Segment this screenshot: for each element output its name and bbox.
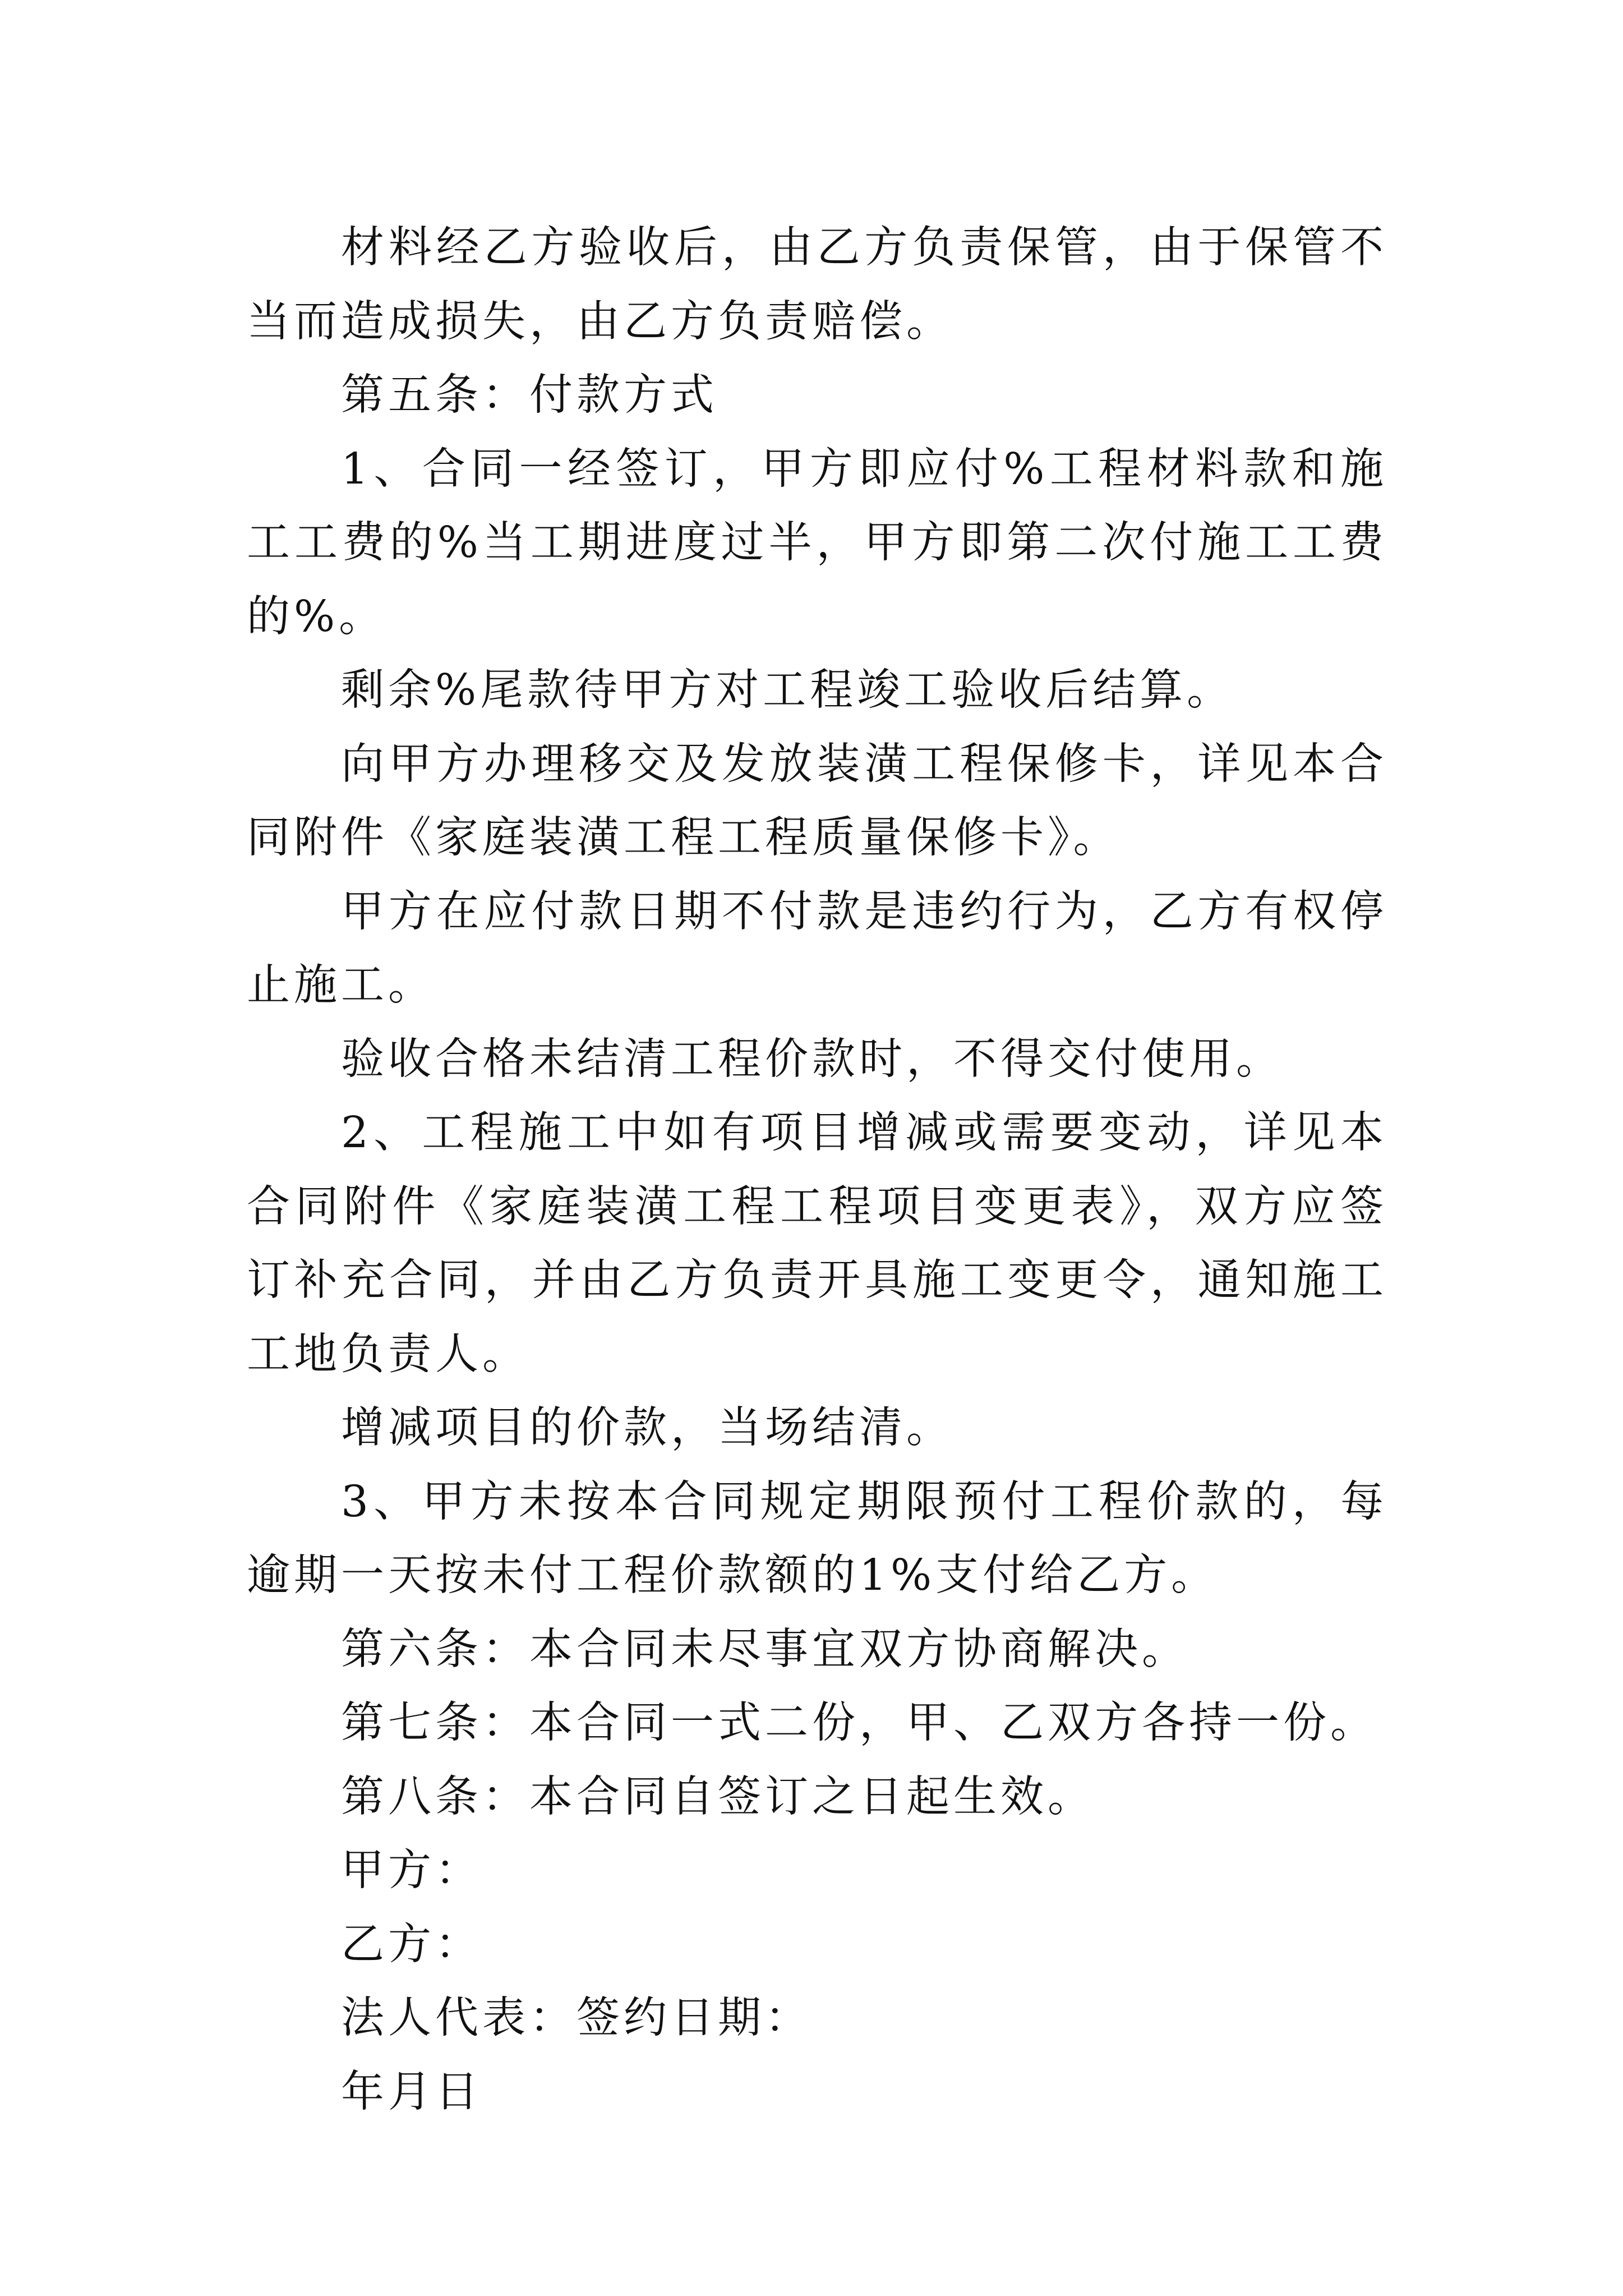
paragraph-warranty-card: 向甲方办理移交及发放装潢工程保修卡，详见本合同附件《家庭装潢工程工程质量保修卡》。: [247, 739, 1387, 863]
paragraph-material-custody: 材料经乙方验收后，由乙方负责保管，由于保管不当而造成损失，由乙方负责赔偿。: [247, 223, 1387, 347]
signature-party-a: 甲方：: [341, 1846, 482, 1895]
signature-date-line: 年月日: [341, 2067, 482, 2117]
paragraph-balance-settlement: 剩余%尾款待甲方对工程竣工验收后结算。: [341, 665, 1234, 715]
paragraph-article-5-heading: 第五条：付款方式: [341, 370, 718, 420]
paragraph-change-settlement: 增减项目的价款，当场结清。: [341, 1403, 953, 1453]
paragraph-payment-3-penalty: 3、甲方未按本合同规定期限预付工程价款的，每逾期一天按未付工程价款额的1%支付给乙方。: [247, 1476, 1387, 1600]
signature-legal-rep-date: 法人代表：签约日期：: [341, 1993, 812, 2043]
paragraph-late-payment-breach: 甲方在应付款日期不付款是违约行为，乙方有权停止施工。: [247, 886, 1387, 1010]
paragraph-payment-1: 1、合同一经签订，甲方即应付%工程材料款和施工工费的%当工期进度过半，甲方即第二次付施工工费的%。: [247, 444, 1387, 642]
contract-body: [247, 211, 1387, 2129]
paragraph-article-8: 第八条：本合同自签订之日起生效。: [341, 1772, 1095, 1822]
paragraph-no-delivery: 验收合格未结清工程价款时，不得交付使用。: [341, 1034, 1283, 1084]
signature-party-b: 乙方：: [341, 1919, 482, 1970]
paragraph-payment-2-changes: 2、工程施工中如有项目增减或需要变动，详见本合同附件《家庭装潢工程工程项目变更表》，双方应签订补充合同，并由乙方负责开具施工变更令，通知施工工地负责人。: [247, 1108, 1387, 1379]
paragraph-article-6: 第六条：本合同未尽事宜双方协商解决。: [341, 1624, 1189, 1674]
paragraph-article-7: 第七条：本合同一式二份，甲、乙双方各持一份。: [341, 1698, 1377, 1748]
